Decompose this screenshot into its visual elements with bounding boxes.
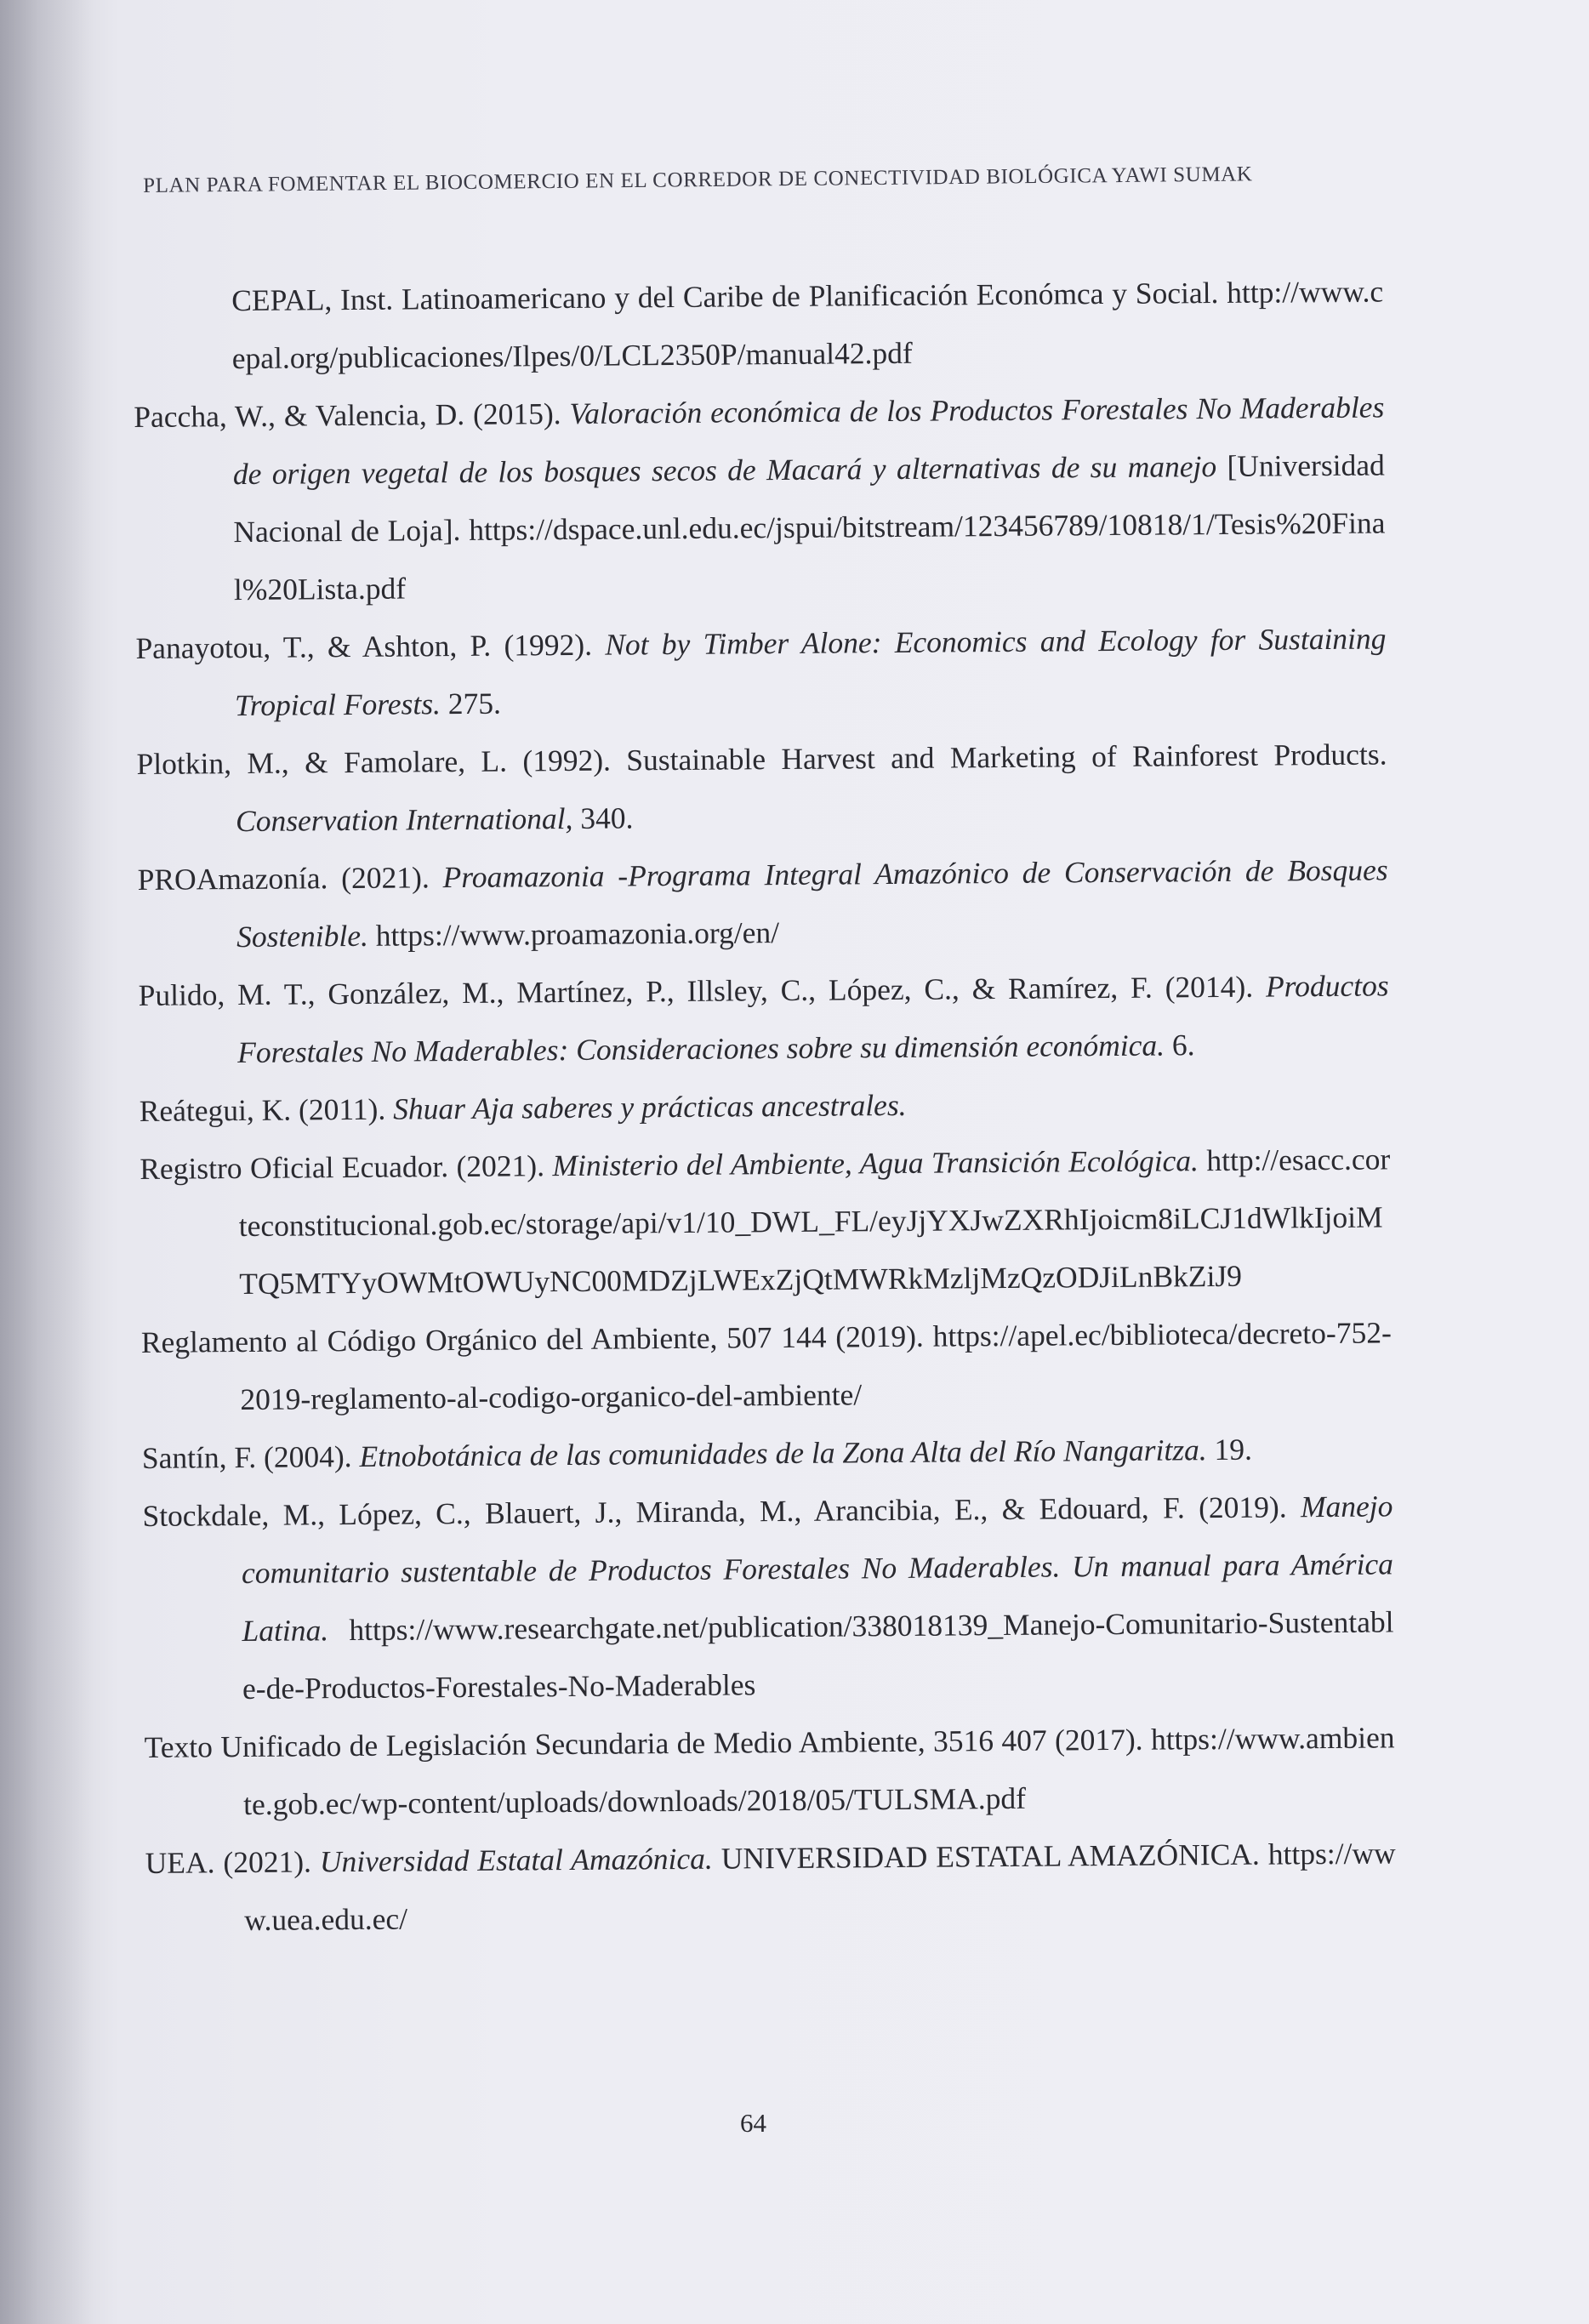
reference-entry-reglamento <box>141 1303 1393 1429</box>
reference-title: Valoración económica de los Productos Forestales No Maderables de origen vegetal de los bosques secos de Macará y alternativas de su manejo <box>232 390 1385 492</box>
reference-pages: 340. <box>580 800 634 835</box>
reference-url[interactable]: https://www.proamazonia.org/en/ <box>375 915 780 953</box>
reference-authors: Pulido, M. T., González, M., Martínez, P., Illsley, C., López, C., & Ramírez, F. (2014). <box>138 969 1254 1012</box>
reference-publisher: UNIVERSIDAD ESTATAL AMAZÓNICA. <box>720 1837 1260 1876</box>
reference-authors: Registro Oficial Ecuador. (2021). <box>140 1148 545 1186</box>
reference-entry-santin <box>142 1419 1393 1487</box>
reference-entry-tulsma <box>144 1708 1395 1834</box>
reference-title: Ministerio del Ambiente, Agua Transición Ecológica. <box>552 1143 1199 1183</box>
reference-url[interactable]: https://www.researchgate.net/publication/338018139_Manejo-Comunitario-Sustentable-de-Productos-Forestales-No-Maderables <box>242 1604 1394 1706</box>
reference-title: Shuar Aja saberes y prácticas ancestrales. <box>392 1087 907 1126</box>
reference-authors: Paccha, W., & Valencia, D. (2015). <box>134 396 561 434</box>
reference-list <box>133 262 1396 1949</box>
reference-title: Manejo comunitario sustentable de Productos Forestales No Maderables. Un manual para América Latina. <box>241 1489 1394 1649</box>
running-header: PLAN PARA FOMENTAR EL BIOCOMERCIO EN EL CORREDOR DE CONECTIVIDAD BIOLÓGICA YAWI SUMAK <box>143 162 1253 197</box>
reference-title: Universidad Estatal Amazónica. <box>319 1841 713 1879</box>
reference-pages: 275. <box>447 686 502 721</box>
reference-entry-paccha <box>134 378 1386 619</box>
reference-authors: PROAmazonía. (2021). <box>137 860 430 897</box>
reference-title: Etnobotánica de las comunidades de la Zona Alta del Río Nangaritza. <box>359 1433 1207 1473</box>
reference-entry-panayotou <box>135 609 1387 735</box>
reference-publisher: [Universidad Nacional de Loja]. <box>233 447 1385 550</box>
reference-url[interactable]: https://www.ambiente.gob.ec/wp-content/uploads/downloads/2018/05/TULSMA.pdf <box>242 1720 1395 1822</box>
page-number: 64 <box>740 2108 766 2138</box>
reference-title: Conservation International, <box>235 800 573 839</box>
reference-entry-registro-oficial <box>140 1130 1392 1313</box>
reference-text: CEPAL, Inst. Latinoamericano y del Caribe de Planificación Económca y Social. <box>231 275 1219 318</box>
reference-authors: Plotkin, M., & Famolare, L. (1992). Sustainable Harvest and Marketing of Rainforest Products. <box>136 737 1387 781</box>
reference-authors: Reglamento al Código Orgánico del Ambiente, 507 144 (2019). <box>140 1319 924 1359</box>
reference-authors: Texto Unificado de Legislación Secundaria de Medio Ambiente, 3516 407 (2017). <box>144 1722 1143 1764</box>
reference-authors: Panayotou, T., & Ashton, P. (1992). <box>135 627 593 665</box>
reference-authors: UEA. (2021). <box>145 1844 312 1880</box>
reference-entry-cepal <box>133 262 1384 388</box>
reference-authors: Santín, F. (2004). <box>141 1439 352 1475</box>
reference-entry-plotkin <box>136 725 1387 851</box>
reference-title: Productos Forestales No Maderables: Consideraciones sobre su dimensión económica. <box>237 968 1389 1070</box>
reference-authors: Reátegui, K. (2011). <box>139 1091 386 1128</box>
reference-pages: 19. <box>1214 1432 1253 1467</box>
reference-url[interactable]: https://apel.ec/biblioteca/decreto-752-2019-reglamento-al-codigo-organico-del-ambiente/ <box>240 1315 1393 1417</box>
reference-entry-uea <box>145 1824 1396 1950</box>
reference-pages: 6. <box>1171 1028 1195 1062</box>
reference-url[interactable]: https://www.uea.edu.ec/ <box>244 1836 1396 1938</box>
reference-entry-stockdale <box>142 1477 1394 1718</box>
reference-entry-reategui <box>139 1072 1389 1140</box>
reference-authors: Stockdale, M., López, C., Blauert, J., Miranda, M., Arancibia, E., & Edouard, F. (2019). <box>142 1490 1287 1533</box>
reference-url[interactable]: https://dspace.unl.edu.ec/jspui/bitstream/123456789/10818/1/Tesis%20Final%20Lista.pdf <box>233 505 1386 607</box>
reference-title: Not by Timber Alone: Economics and Ecology for Sustaining Tropical Forests. <box>234 621 1387 723</box>
reference-entry-proamazonia <box>137 840 1388 966</box>
reference-entry-pulido <box>138 956 1389 1082</box>
reference-url[interactable]: http://www.cepal.org/publicaciones/Ilpes/0/LCL2350P/manual42.pdf <box>231 274 1384 376</box>
reference-url[interactable]: http://esacc.corteconstitucional.gob.ec/storage/api/v1/10_DWL_FL/eyJjYXJwZXRhIjoicm8iLCJ1dWlkIjoiMTQ5MTYyOWMtOWUyNC00MDZjLWExZjQtMWRkMzljMzQzODJiLnBkZiJ9 <box>238 1142 1391 1302</box>
reference-title: Proamazonia -Programa Integral Amazónico de Conservación de Bosques Sostenible. <box>236 852 1388 954</box>
